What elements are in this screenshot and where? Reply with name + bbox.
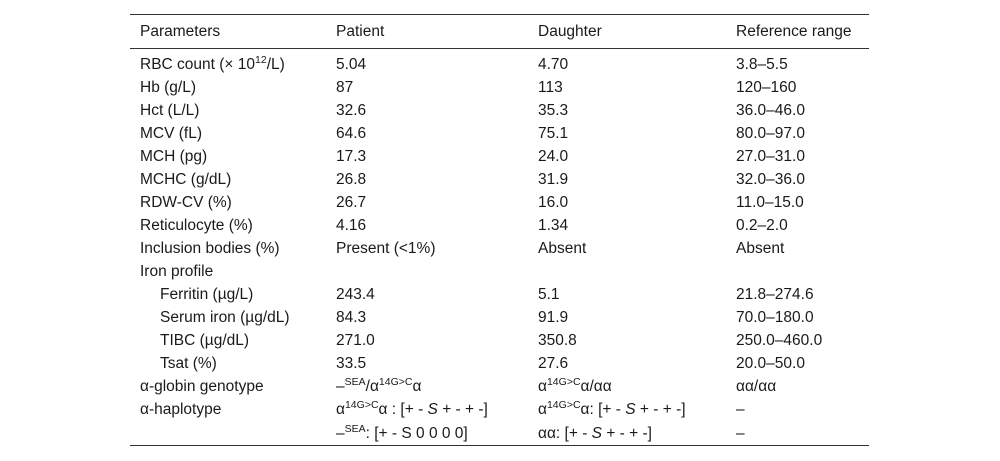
- param-cell: MCHC (g/dL): [140, 171, 232, 188]
- daughter-cell: 5.1: [538, 286, 560, 303]
- patient-cell: 33.5: [336, 355, 367, 372]
- param-cell: α-globin genotype: [140, 378, 264, 395]
- daughter-cell: 91.9: [538, 309, 569, 326]
- header-reference-range: Reference range: [726, 15, 869, 49]
- param-cell: Tsat (%): [160, 355, 217, 372]
- table-row: [130, 329, 869, 352]
- patient-genotype-cell: $-^{SEA}/\alpha^{14G>C}\alpha$: [336, 376, 422, 395]
- daughter-cell: 16.0: [538, 194, 569, 211]
- table-row: [130, 145, 869, 168]
- daughter-cell: Absent: [538, 240, 587, 257]
- daughter-cell: 350.8: [538, 332, 577, 349]
- ref-cell: 120–160: [736, 79, 797, 96]
- table-row: [130, 168, 869, 191]
- ref-cell: 21.8–274.6: [736, 286, 814, 303]
- patient-cell: 5.04: [336, 56, 367, 73]
- ref-cell: 0.2–2.0: [736, 217, 788, 234]
- daughter-cell: 35.3: [538, 102, 569, 119]
- table-row: [130, 352, 869, 375]
- table-row-haplotype-2: [130, 421, 869, 446]
- table-row: [130, 214, 869, 237]
- results-table: [130, 15, 869, 446]
- ref-cell: 20.0–50.0: [736, 355, 805, 372]
- ref-cell: 36.0–46.0: [736, 102, 805, 119]
- header-parameters: Parameters: [130, 15, 326, 49]
- table-row: [130, 283, 869, 306]
- param-cell: Hct (L/L): [140, 102, 200, 119]
- param-cell: TIBC (µg/dL): [160, 332, 250, 349]
- daughter-cell: 113: [538, 79, 563, 96]
- table-row-haplotype: [130, 398, 869, 421]
- patient-cell: 84.3: [336, 309, 367, 326]
- param-cell: Inclusion bodies (%): [140, 240, 280, 257]
- daughter-cell: 1.34: [538, 217, 569, 234]
- patient-cell: 87: [336, 79, 354, 96]
- ref-cell: αα/αα: [736, 378, 777, 395]
- ref-cell: –: [726, 421, 869, 446]
- ref-cell: 3.8–5.5: [736, 56, 788, 73]
- section-label: Iron profile: [140, 263, 214, 280]
- ref-cell: Absent: [736, 240, 785, 257]
- patient-cell: 26.7: [336, 194, 367, 211]
- table-row: [130, 99, 869, 122]
- table-row: [130, 49, 869, 77]
- header-daughter: Daughter: [528, 15, 726, 49]
- daughter-haplotype-cell: αα: [+ - S + - + -]: [528, 421, 726, 446]
- ref-cell: –: [736, 401, 745, 418]
- patient-cell: 271.0: [336, 332, 375, 349]
- ref-cell: 250.0–460.0: [736, 332, 823, 349]
- param-cell: RDW-CV (%): [140, 194, 232, 211]
- daughter-haplotype-cell: $\alpha^{14G>C}\alpha$: [+ - S + - + -]: [538, 399, 686, 418]
- table-row: [130, 76, 869, 99]
- patient-cell: 32.6: [336, 102, 367, 119]
- daughter-cell: 27.6: [538, 355, 569, 372]
- daughter-cell: 75.1: [538, 125, 569, 142]
- param-cell: Reticulocyte (%): [140, 217, 253, 234]
- daughter-cell: 31.9: [538, 171, 569, 188]
- param-cell: MCV (fL): [140, 125, 202, 142]
- ref-cell: 70.0–180.0: [736, 309, 814, 326]
- table-row: [130, 191, 869, 214]
- patient-cell: 243.4: [336, 286, 375, 303]
- header-patient: Patient: [326, 15, 528, 49]
- patient-haplotype-cell: –$^{SEA}$: [+ - S 0 0 0 0]: [326, 421, 528, 446]
- param-cell: Ferritin (µg/L): [160, 286, 254, 303]
- param-cell: α-haplotype: [140, 401, 222, 418]
- patient-cell: Present (<1%): [336, 240, 436, 257]
- patient-cell: 26.8: [336, 171, 367, 188]
- daughter-cell: 4.70: [538, 56, 569, 73]
- patient-cell: 4.16: [336, 217, 367, 234]
- table-row-genotype: [130, 375, 869, 398]
- table-row: [130, 306, 869, 329]
- param-cell: Serum iron (µg/dL): [160, 309, 290, 326]
- param-cell: MCH (pg): [140, 148, 208, 165]
- header-row: [130, 15, 869, 49]
- ref-cell: 11.0–15.0: [736, 194, 804, 211]
- results-table-wrapper: [130, 14, 869, 446]
- patient-cell: 64.6: [336, 125, 367, 142]
- patient-cell: 17.3: [336, 148, 367, 165]
- param-cell: Hb (g/L): [140, 79, 196, 96]
- daughter-genotype-cell: $\alpha^{14G>C}\alpha/\alpha\alpha$: [538, 376, 612, 395]
- table-row-section-iron-profile: [130, 260, 869, 283]
- ref-cell: 27.0–31.0: [736, 148, 805, 165]
- ref-cell: 32.0–36.0: [736, 171, 805, 188]
- patient-haplotype-cell: $\alpha^{14G>C}\alpha$ : [+ - S + - + -]: [336, 399, 488, 418]
- ref-cell: 80.0–97.0: [736, 125, 805, 142]
- table-row: [130, 122, 869, 145]
- table-row: [130, 237, 869, 260]
- param-cell: RBC count (× $10^{12}/L$): [140, 54, 285, 73]
- daughter-cell: 24.0: [538, 148, 569, 165]
